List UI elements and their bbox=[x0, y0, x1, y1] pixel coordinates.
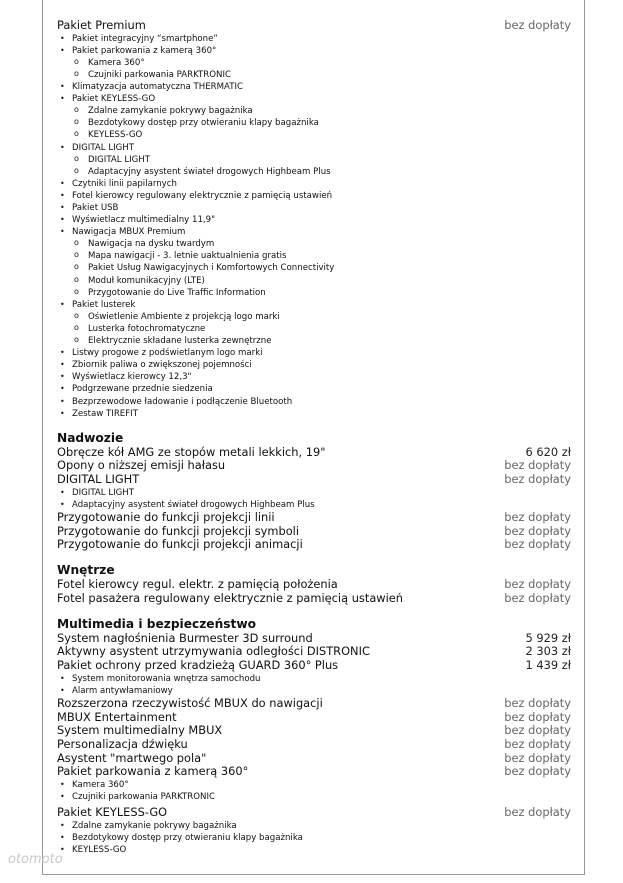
list-item: • Podgrzewane przednie siedzenia bbox=[57, 383, 571, 395]
option-row: Przygotowanie do funkcji projekcji animacji bez dopłaty bbox=[57, 537, 571, 552]
sub-list-item: o KEYLESS-GO bbox=[72, 129, 571, 141]
option-row: System nagłośnienia Burmester 3D surround 5 929 zł bbox=[57, 630, 571, 645]
list-item: • DIGITAL LIGHT o DIGITAL LIGHT o Adaptacyjny asystent świateł drogowych Highbeam Plus bbox=[57, 142, 571, 178]
list-item: • Zestaw TIREFIT bbox=[57, 408, 571, 420]
list-item: • Fotel kierowcy regulowany elektrycznie z pamięcią ustawień bbox=[57, 190, 571, 202]
option-row: Fotel kierowcy regul. elektr. z pamięcią położenia bez dopłaty bbox=[57, 577, 571, 592]
package-premium-title: Pakiet Premium bbox=[57, 18, 146, 32]
list-item: • Pakiet integracyjny “smartphone” bbox=[57, 33, 571, 45]
option-row: Asystent "martwego pola" bez dopłaty bbox=[57, 750, 571, 765]
sub-list bbox=[72, 238, 571, 298]
option-row: DIGITAL LIGHT bez dopłaty bbox=[57, 472, 571, 487]
option-row: Pakiet KEYLESS-GO bez dopłaty bbox=[57, 805, 571, 820]
list-item: • System monitorowania wnętrza samochodu bbox=[57, 673, 571, 685]
list-item: • Pakiet KEYLESS-GO o Zdalne zamykanie pokrywy bagażnika o Bezdotykowy dostęp przy otwieraniu klapy bagażnika o KEYLESS-GO bbox=[57, 93, 571, 141]
list-item: • Listwy progowe z podświetlanym logo marki bbox=[57, 347, 571, 359]
option-row: Fotel pasażera regulowany elektrycznie z pamięcią ustawień bez dopłaty bbox=[57, 590, 571, 605]
list-item: • Zdalne zamykanie pokrywy bagażnika bbox=[57, 820, 571, 832]
section-heading-wnetrze: Wnętrze bbox=[57, 563, 115, 578]
package-premium-row bbox=[57, 19, 571, 33]
sub-list-item: o Bezdotykowy dostęp przy otwieraniu klapy bagażnika bbox=[72, 117, 571, 129]
option-row: Rozszerzona rzeczywistość MBUX do nawigacji bez dopłaty bbox=[57, 695, 571, 710]
section-heading-nadwozie: Nadwozie bbox=[57, 430, 124, 445]
list-item: • Kamera 360° bbox=[57, 779, 571, 791]
option-row: MBUX Entertainment bez dopłaty bbox=[57, 709, 571, 724]
option-row: Przygotowanie do funkcji projekcji symboli bez dopłaty bbox=[57, 523, 571, 538]
list-item: • Czytniki linii papilarnych bbox=[57, 178, 571, 190]
list-item: • Czujniki parkowania PARKTRONIC bbox=[57, 791, 571, 803]
sub-list-item: o DIGITAL LIGHT bbox=[72, 154, 571, 166]
sub-list-item: o Zdalne zamykanie pokrywy bagażnika bbox=[72, 105, 571, 117]
option-row: System multimedialny MBUX bez dopłaty bbox=[57, 723, 571, 738]
option-row: Opony o niższej emisji hałasu bez dopłaty bbox=[57, 458, 571, 473]
option-row: Przygotowanie do funkcji projekcji linii bez dopłaty bbox=[57, 510, 571, 524]
list-item: • Pakiet lusterek o Oświetlenie Ambiente z projekcją logo marki o Lusterka fotochromatyczne o Elektrycznie składane lusterka zewnętrzne bbox=[57, 299, 571, 347]
package-premium-items bbox=[57, 33, 571, 420]
section-heading-multimedia: Multimedia i bezpieczeństwo bbox=[57, 616, 256, 631]
list-item: • KEYLESS-GO bbox=[57, 844, 571, 856]
sub-list bbox=[72, 57, 571, 81]
equipment-list bbox=[57, 19, 571, 856]
sub-list-item: o Mapa nawigacji - 3. letnie uaktualnienia gratis bbox=[72, 250, 571, 262]
option-row: Personalizacja dźwięku bez dopłaty bbox=[57, 736, 571, 751]
option-row: Aktywny asystent utrzymywania odległości DISTRONIC 2 303 zł bbox=[57, 644, 571, 659]
sub-list-item: o Adaptacyjny asystent świateł drogowych Highbeam Plus bbox=[72, 166, 571, 178]
list-item: • Nawigacja MBUX Premium o Nawigacja na dysku twardym o Mapa nawigacji - 3. letnie uaktualnienia gratis o Pakiet Usług Nawigacyjnych i Komfortowych Connectivity o Moduł komunikacyjny (LTE) o Przygotowanie do Live Traffic Information bbox=[57, 226, 571, 299]
option-row: Obręcze kół AMG ze stopów metali lekkich, 19" 6 620 zł bbox=[57, 444, 571, 459]
sub-list bbox=[72, 105, 571, 141]
sub-list-item: o Nawigacja na dysku twardym bbox=[72, 238, 571, 250]
option-row: Pakiet ochrony przed kradzieżą GUARD 360° Plus 1 439 zł bbox=[57, 657, 571, 672]
sub-list-item: o Czujniki parkowania PARKTRONIC bbox=[72, 69, 571, 81]
list-item: • Bezdotykowy dostęp przy otwieraniu klapy bagażnika bbox=[57, 832, 571, 844]
list-item: • Zbiornik paliwa o zwiększonej pojemności bbox=[57, 359, 571, 371]
sub-list bbox=[72, 154, 571, 178]
option-sub-list bbox=[57, 673, 571, 697]
list-item: • Bezprzewodowe ładowanie i podłączenie Bluetooth bbox=[57, 396, 571, 408]
package-premium-price: bez dopłaty bbox=[504, 18, 571, 32]
option-sub-list bbox=[57, 487, 571, 511]
sub-list-item: o Elektrycznie składane lusterka zewnętrzne bbox=[72, 335, 571, 347]
list-item: • Wyświetlacz kierowcy 12,3" bbox=[57, 371, 571, 383]
list-item: • Pakiet USB bbox=[57, 202, 571, 214]
sub-list bbox=[72, 311, 571, 347]
option-sub-list bbox=[57, 779, 571, 803]
sub-list-item: o Przygotowanie do Live Traffic Information bbox=[72, 287, 571, 299]
watermark: otomoto bbox=[8, 852, 63, 867]
sub-list-item: o Kamera 360° bbox=[72, 57, 571, 69]
list-item: • DIGITAL LIGHT bbox=[57, 487, 571, 499]
list-item: • Alarm antywłamaniowy bbox=[57, 685, 571, 697]
list-item: • Adaptacyjny asystent świateł drogowych Highbeam Plus bbox=[57, 499, 571, 511]
sub-list-item: o Pakiet Usług Nawigacyjnych i Komfortowych Connectivity bbox=[72, 262, 571, 274]
option-sub-list bbox=[57, 820, 571, 856]
option-row: Pakiet parkowania z kamerą 360° bez dopłaty bbox=[57, 764, 571, 779]
sub-list-item: o Oświetlenie Ambiente z projekcją logo marki bbox=[72, 311, 571, 323]
list-item: • Klimatyzacja automatyczna THERMATIC bbox=[57, 81, 571, 93]
sub-list-item: o Moduł komunikacyjny (LTE) bbox=[72, 275, 571, 287]
list-item: • Wyświetlacz multimedialny 11,9" bbox=[57, 214, 571, 226]
list-item: • Pakiet parkowania z kamerą 360° o Kamera 360° o Czujniki parkowania PARKTRONIC bbox=[57, 45, 571, 81]
sub-list-item: o Lusterka fotochromatyczne bbox=[72, 323, 571, 335]
